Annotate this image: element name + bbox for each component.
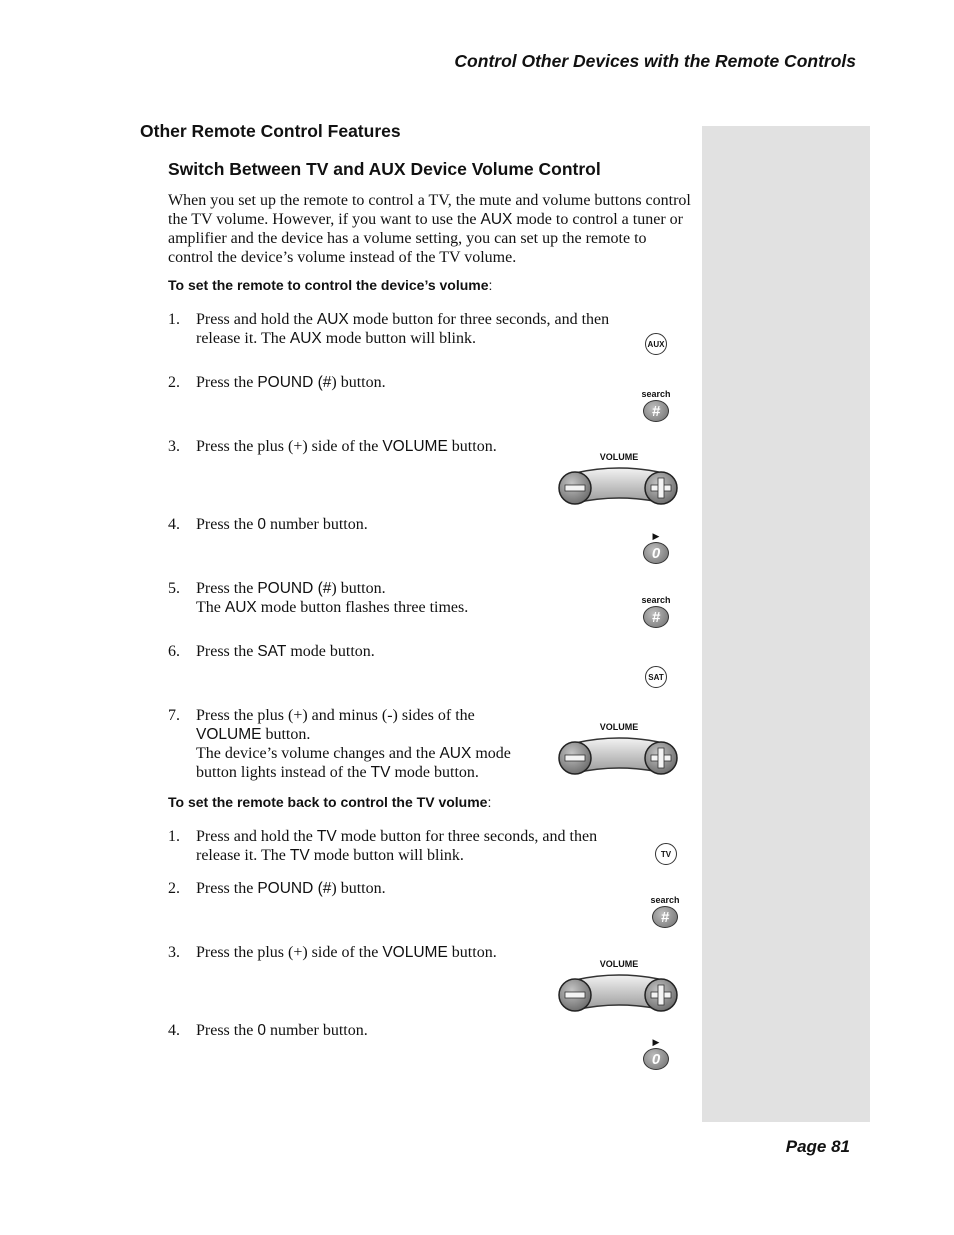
list-item: 4. Press the 0 number button.: [168, 1022, 368, 1039]
volume-button-icon: VOLUME: [557, 959, 681, 1021]
list-item: 3. Press the plus (+) side of the VOLUME button.: [168, 944, 497, 961]
list-item: 3. Press the plus (+) side of the VOLUME button.: [168, 438, 497, 455]
list-item: 6. Press the SAT mode button.: [168, 643, 375, 660]
zero-button-icon: ▶ 0: [636, 531, 676, 564]
tv-mode-button-icon: TV: [655, 843, 677, 865]
pound-search-button-icon: search #: [636, 389, 676, 422]
list-item: 2. Press the POUND (#) button.: [168, 374, 386, 391]
list-item: 1. Press and hold the TV mode button for three seconds, and then release it. The TV mode button will blink.: [168, 828, 598, 864]
procedure-heading-tv: To set the remote back to control the TV volume:: [168, 794, 492, 810]
pound-search-button-icon: search #: [636, 595, 676, 628]
sidebar-panel: [702, 126, 870, 1122]
volume-button-icon: VOLUME: [557, 722, 681, 784]
list-item: 5. Press the POUND (#) button. The AUX mode button flashes three times.: [168, 580, 469, 616]
list-item: 1. Press and hold the AUX mode button for three seconds, and then release it. The AUX mode button will blink.: [168, 311, 610, 347]
intro-paragraph: When you set up the remote to control a TV, the mute and volume buttons control the TV volume. However, if you want to use the AUX mode to control a tuner or amplifier and the device has a volume setting, you can set up the remote to control the device’s volume instead of the TV volume.: [168, 192, 691, 266]
page-number: Page 81: [785, 1137, 850, 1156]
subsection-title: Switch Between TV and AUX Device Volume Control: [168, 159, 601, 179]
pound-search-button-icon: search #: [645, 895, 685, 928]
sat-mode-button-icon: SAT: [645, 666, 667, 688]
procedure-heading-aux: To set the remote to control the device’s volume:: [168, 277, 493, 293]
list-item: 2. Press the POUND (#) button.: [168, 880, 386, 897]
zero-button-icon: ▶ 0: [636, 1037, 676, 1070]
section-title: Other Remote Control Features: [140, 121, 401, 141]
list-item: 7. Press the plus (+) and minus (-) sides of the VOLUME button. The device’s volume changes and the AUX mode button lights instead of the TV mode button.: [168, 707, 511, 781]
running-header: Control Other Devices with the Remote Controls: [454, 51, 856, 71]
aux-mode-button-icon: AUX: [645, 333, 667, 355]
list-item: 4. Press the 0 number button.: [168, 516, 368, 533]
volume-button-icon: VOLUME: [557, 452, 681, 514]
